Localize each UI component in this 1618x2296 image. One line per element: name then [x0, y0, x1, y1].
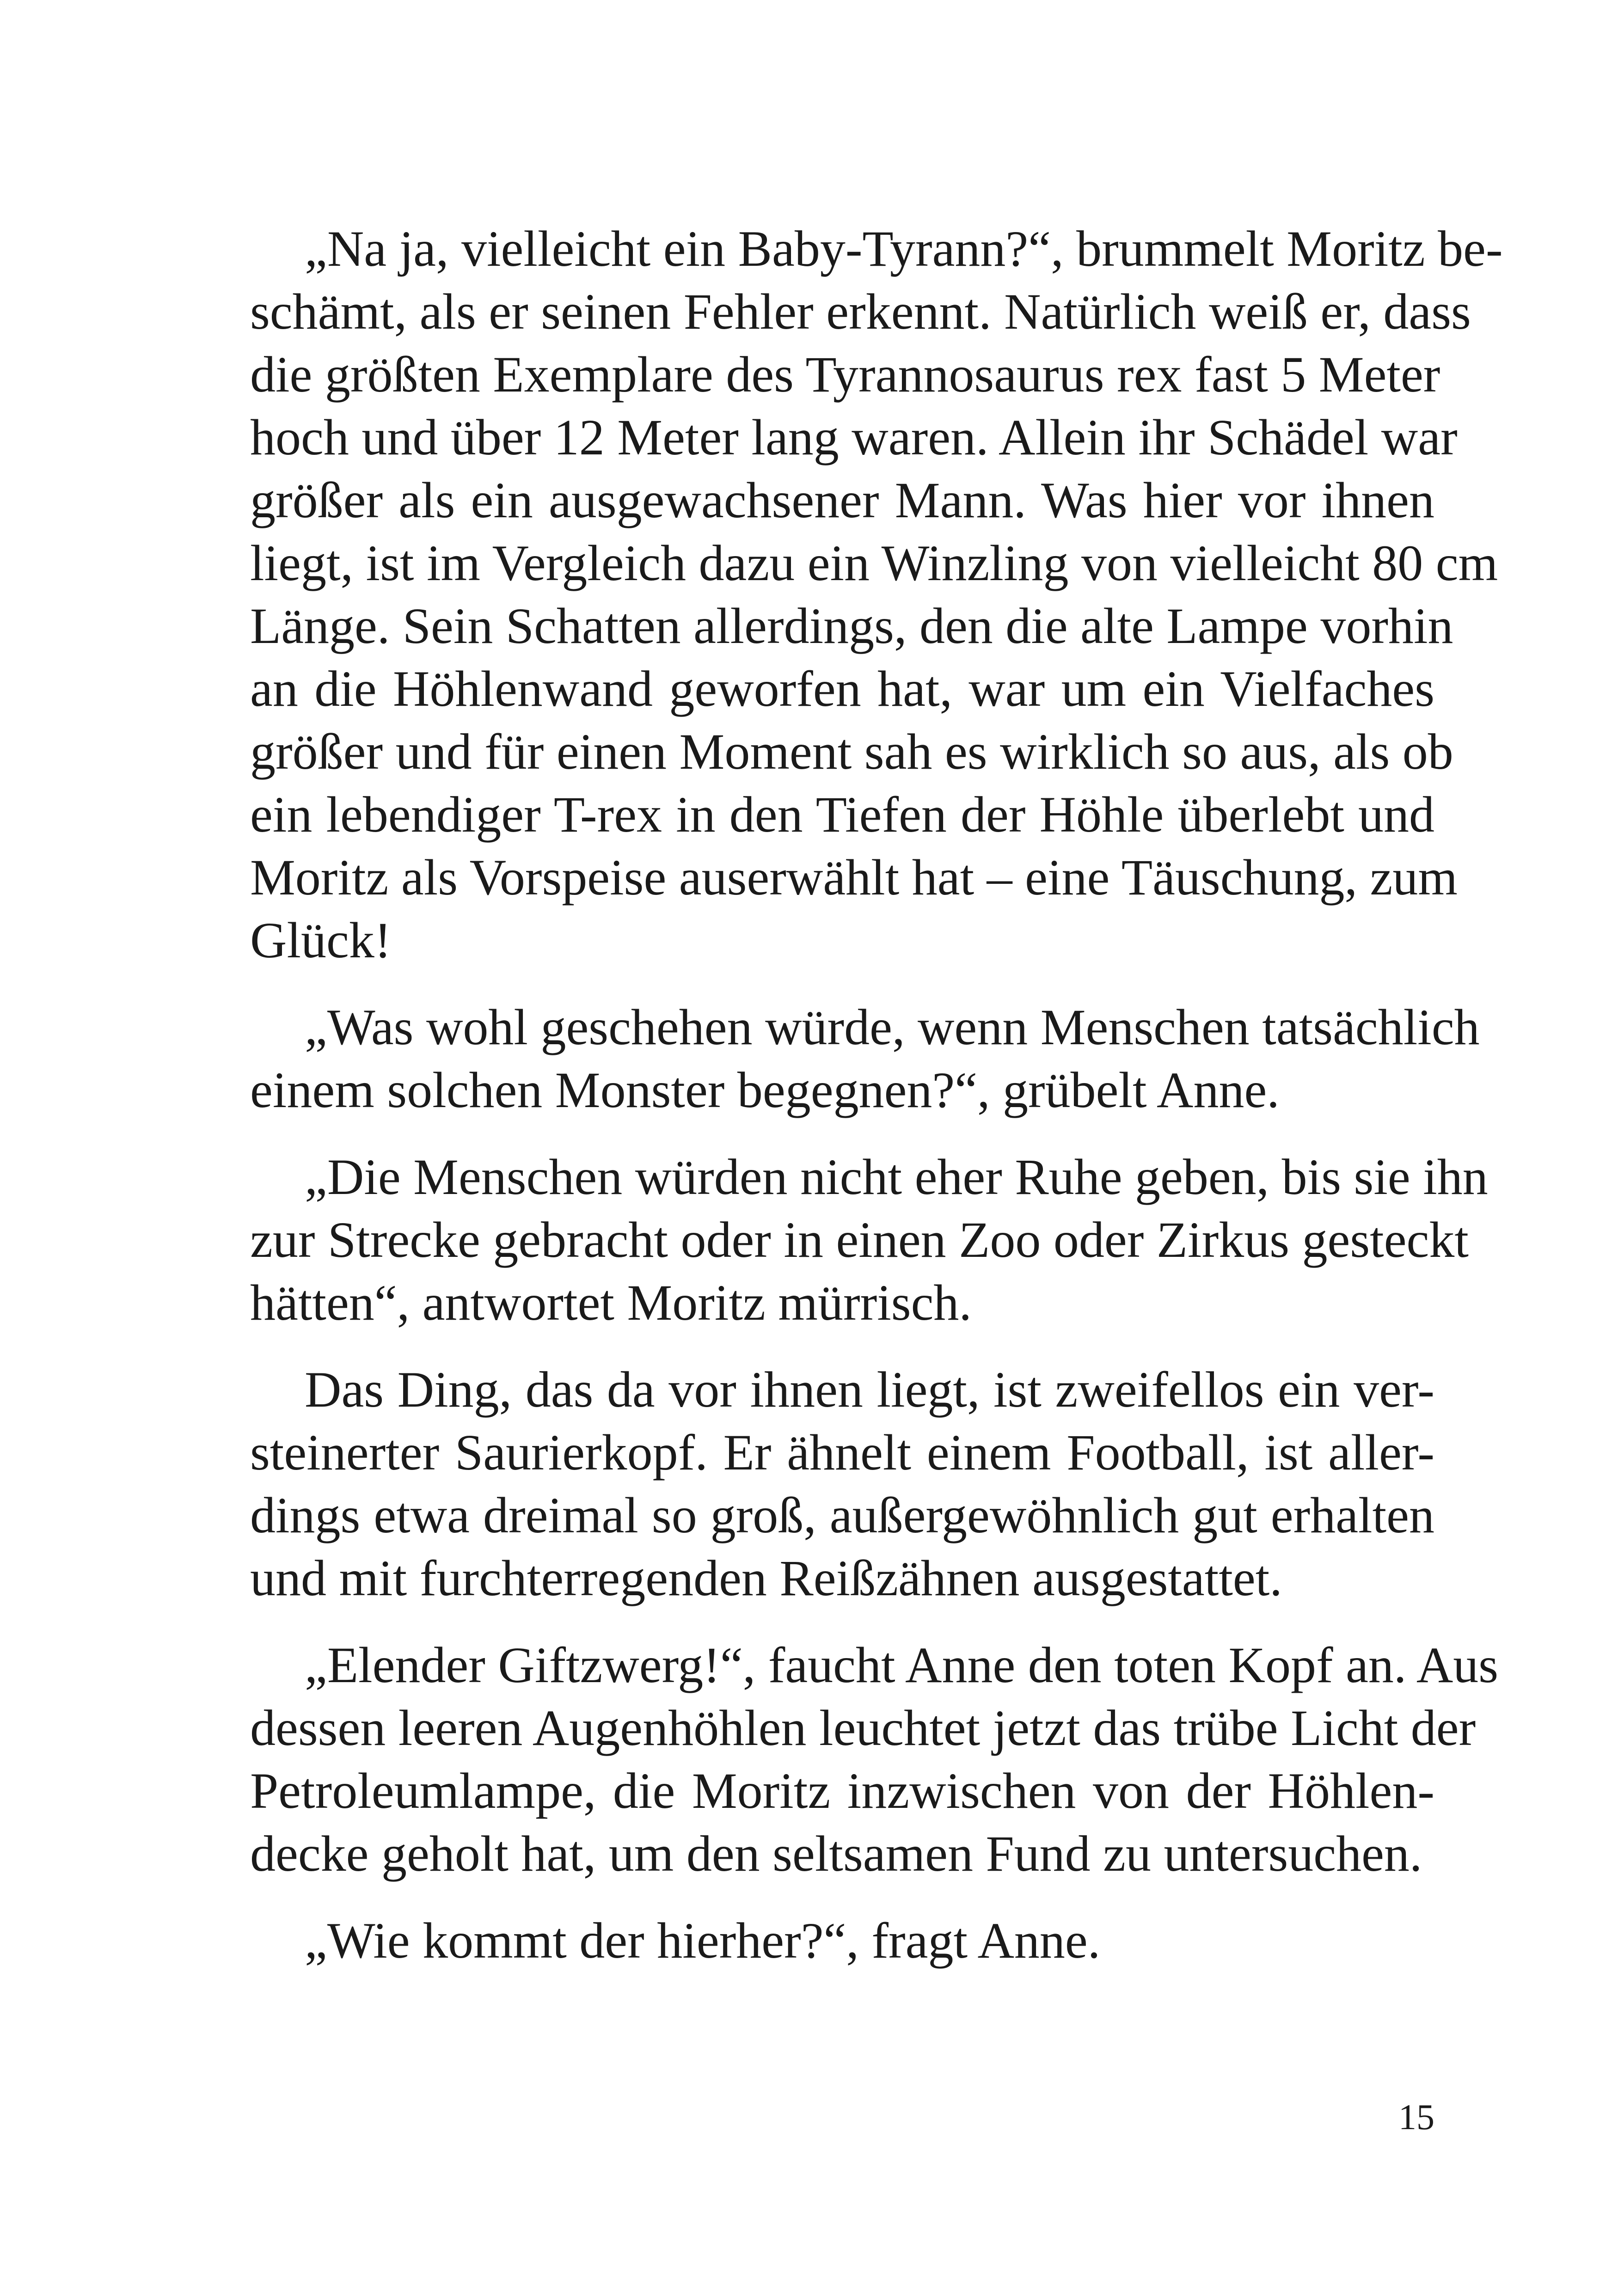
paragraph-2	[196, 996, 1480, 1121]
text-line: „Was wohl geschehen würde, wenn Menschen tatsächlich	[305, 999, 1480, 1055]
text-line: zur Strecke gebracht oder in einen Zoo oder Zirkus gesteckt	[250, 1212, 1469, 1268]
paragraph-5	[196, 1634, 1499, 1885]
paragraph-4	[196, 1358, 1434, 1610]
paragraph-1	[196, 217, 1503, 972]
text-line: Moritz als Vorspeise auserwählt hat – eine Täuschung, zum	[250, 849, 1458, 906]
text-line: Länge. Sein Schatten allerdings, den die alte Lampe vorhin	[250, 598, 1453, 654]
text-line: Glück!	[250, 912, 392, 968]
paragraph-3	[196, 1145, 1488, 1334]
text-line: größer und für einen Moment sah es wirklich so aus, als ob	[250, 723, 1453, 780]
text-line: hätten“, antwortet Moritz mürrisch.	[250, 1274, 972, 1331]
text-line: und mit furchterregenden Reißzähnen ausgestattet.	[250, 1550, 1282, 1606]
text-line: dings etwa dreimal so groß, außergewöhnlich gut erhalten	[250, 1487, 1434, 1543]
text-line: Das Ding, das da vor ihnen liegt, ist zweifellos ein ver-	[305, 1361, 1434, 1418]
text-line: schämt, als er seinen Fehler erkennt. Natürlich weiß er, dass	[250, 283, 1471, 340]
text-line: liegt, ist im Vergleich dazu ein Winzling von vielleicht 80 cm	[250, 535, 1498, 591]
text-line: größer als ein ausgewachsener Mann. Was hier vor ihnen	[250, 472, 1434, 528]
text-line: „Elender Giftzwerg!“, faucht Anne den toten Kopf an. Aus	[305, 1637, 1499, 1693]
text-line: Petroleumlampe, die Moritz inzwischen von der Höhlen-	[250, 1763, 1434, 1819]
text-line: „Die Menschen würden nicht eher Ruhe geben, bis sie ihn	[305, 1149, 1488, 1205]
text-line: hoch und über 12 Meter lang waren. Allein ihr Schädel war	[250, 409, 1458, 465]
paragraph-6	[196, 1909, 1434, 1972]
text-line: an die Höhlenwand geworfen hat, war um ein Vielfaches	[250, 661, 1434, 717]
text-line: dessen leeren Augenhöhlen leuchtet jetzt das trübe Licht der	[250, 1700, 1476, 1756]
body-text	[196, 217, 1503, 1996]
text-line: steinerter Saurierkopf. Er ähnelt einem Football, ist aller-	[250, 1424, 1434, 1481]
text-line: decke geholt hat, um den seltsamen Fund zu untersuchen.	[250, 1825, 1422, 1882]
text-line: die größten Exemplare des Tyrannosaurus rex fast 5 Meter	[250, 346, 1440, 403]
text-line: einem solchen Monster begegnen?“, grübelt Anne.	[250, 1062, 1280, 1118]
text-line: „Wie kommt der hierher?“, fragt Anne.	[305, 1912, 1101, 1969]
text-line: „Na ja, vielleicht ein Baby-Tyrann?“, brummelt Moritz be-	[305, 220, 1503, 277]
page-number: 15	[1398, 2097, 1434, 2137]
text-line: ein lebendiger T-rex in den Tiefen der Höhle überlebt und	[250, 786, 1434, 843]
